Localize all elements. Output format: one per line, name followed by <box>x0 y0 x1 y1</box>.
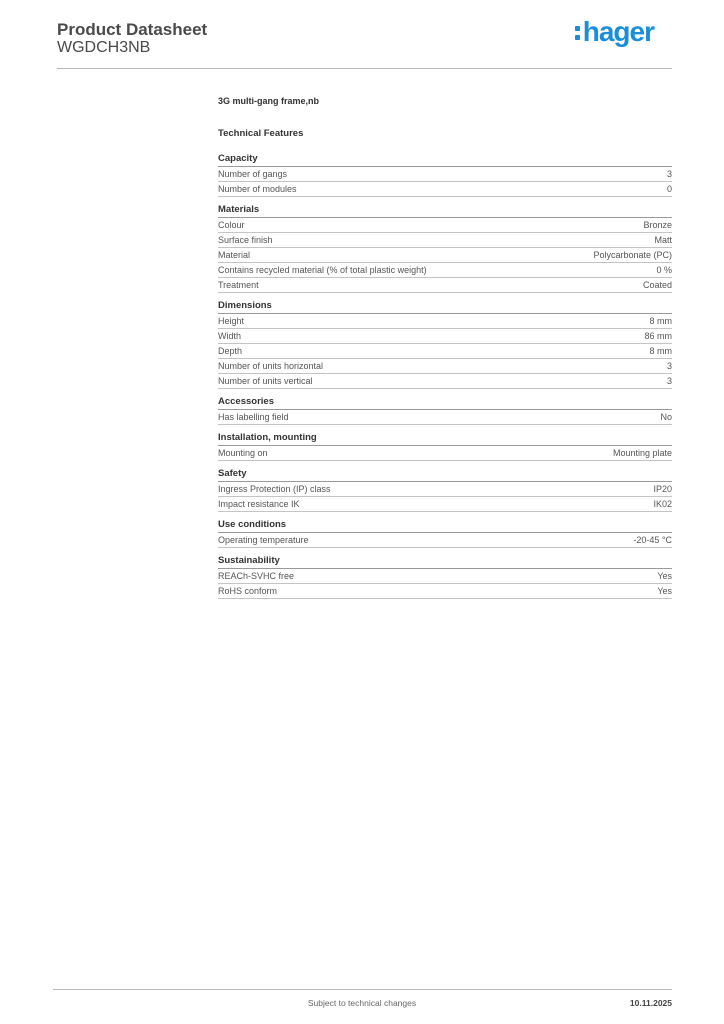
feature-value: Yes <box>657 586 672 596</box>
section-title: Sustainability <box>218 555 672 569</box>
feature-value: IK02 <box>653 499 672 509</box>
feature-section <box>218 468 672 512</box>
feature-row <box>218 410 672 425</box>
section-title: Accessories <box>218 396 672 410</box>
logo-dots-icon <box>575 23 580 43</box>
feature-value: Coated <box>642 280 672 290</box>
feature-row <box>218 167 672 182</box>
feature-value: 0 % <box>656 265 672 275</box>
feature-section <box>218 153 672 197</box>
feature-value: Mounting plate <box>612 448 672 458</box>
feature-row <box>218 446 672 461</box>
feature-section <box>218 555 672 599</box>
feature-label: Impact resistance IK <box>218 499 300 509</box>
feature-label: Width <box>218 331 242 341</box>
feature-label: Contains recycled material (% of total plastic weight) <box>218 265 427 275</box>
feature-row <box>218 248 672 263</box>
product-name: 3G multi-gang frame,nb <box>218 96 320 106</box>
feature-label: REACh-SVHC free <box>218 571 295 581</box>
feature-section <box>218 300 672 389</box>
feature-row <box>218 233 672 248</box>
datasheet-content <box>218 96 672 599</box>
feature-label: Number of units vertical <box>218 376 313 386</box>
feature-value: 0 <box>666 184 672 194</box>
feature-label: Operating temperature <box>218 535 309 545</box>
header-divider <box>57 68 672 69</box>
feature-row <box>218 263 672 278</box>
feature-label: Number of gangs <box>218 169 288 179</box>
feature-section <box>218 432 672 461</box>
feature-value: Polycarbonate (PC) <box>593 250 672 260</box>
feature-row <box>218 329 672 344</box>
page-header <box>57 16 672 69</box>
section-title: Materials <box>218 204 672 218</box>
section-title: Dimensions <box>218 300 672 314</box>
footer-note: Subject to technical changes <box>307 998 417 1008</box>
feature-value: IP20 <box>653 484 672 494</box>
section-title: Capacity <box>218 153 672 167</box>
document-title: Product Datasheet <box>57 20 208 39</box>
feature-value: 8 mm <box>649 346 672 356</box>
feature-row <box>218 218 672 233</box>
feature-row <box>218 374 672 389</box>
section-title: Use conditions <box>218 519 672 533</box>
feature-label: Colour <box>218 220 245 230</box>
feature-row <box>218 569 672 584</box>
feature-sections <box>218 153 672 599</box>
feature-row <box>218 314 672 329</box>
feature-label: Mounting on <box>218 448 268 458</box>
feature-value: 3 <box>666 376 672 386</box>
feature-label: Depth <box>218 346 243 356</box>
feature-label: Treatment <box>218 280 259 290</box>
feature-label: Ingress Protection (IP) class <box>218 484 331 494</box>
feature-value: Yes <box>657 571 672 581</box>
feature-row <box>218 182 672 197</box>
feature-row <box>218 584 672 599</box>
feature-label: RoHS conform <box>218 586 278 596</box>
feature-label: Number of units horizontal <box>218 361 324 371</box>
feature-row <box>218 497 672 512</box>
logo-text: hager <box>582 16 654 47</box>
feature-value: -20-45 °C <box>633 535 672 545</box>
feature-label: Surface finish <box>218 235 273 245</box>
feature-label: Has labelling field <box>218 412 289 422</box>
feature-section <box>218 204 672 293</box>
section-title: Installation, mounting <box>218 432 672 446</box>
feature-label: Height <box>218 316 245 326</box>
feature-label: Material <box>218 250 251 260</box>
feature-row <box>218 278 672 293</box>
feature-value: Matt <box>654 235 672 245</box>
footer-date: 10.11.2025 <box>629 998 672 1008</box>
footer-divider <box>53 989 672 990</box>
section-title: Safety <box>218 468 672 482</box>
hager-logo <box>575 16 654 48</box>
feature-label: Number of modules <box>218 184 297 194</box>
feature-value: Bronze <box>643 220 672 230</box>
feature-section <box>218 396 672 425</box>
feature-value: 86 mm <box>644 331 672 341</box>
technical-features-title: Technical Features <box>218 128 304 139</box>
feature-value: 3 <box>666 361 672 371</box>
feature-value: No <box>660 412 672 422</box>
feature-row <box>218 344 672 359</box>
feature-value: 8 mm <box>649 316 672 326</box>
feature-row <box>218 533 672 548</box>
feature-row <box>218 482 672 497</box>
feature-section <box>218 519 672 548</box>
feature-row <box>218 359 672 374</box>
feature-value: 3 <box>666 169 672 179</box>
product-code: WGDCH3NB <box>57 39 151 56</box>
